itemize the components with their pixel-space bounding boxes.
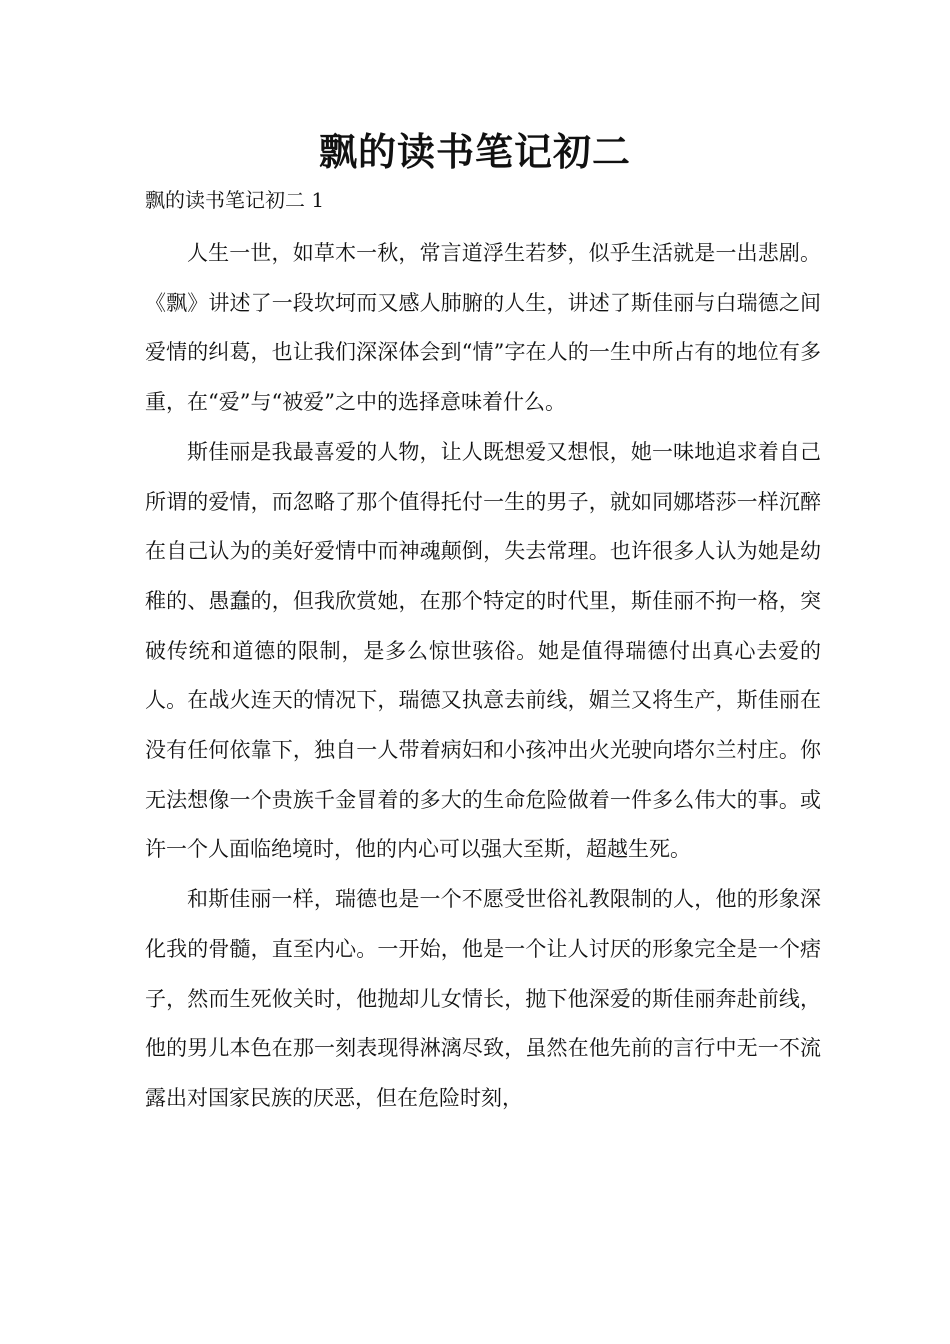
document-subtitle: 飘的读书笔记初二 1 xyxy=(145,188,325,212)
paragraph-1: 人生一世，如草木一秋，常言道浮生若梦，似乎生活就是一出悲剧。《飘》讲述了一段坎坷而又感人肺腑的人生，讲述了斯佳丽与白瑞德之间爱情的纠葛，也让我们深深体会到“情”字在人的一生中所占有的地位有多重，在“爱”与“被爱”之中的选择意味着什么。 xyxy=(145,241,821,415)
document-body xyxy=(145,229,821,1124)
document-title: 飘的读书笔记初二 xyxy=(318,130,631,174)
paragraph-2: 斯佳丽是我最喜爱的人物，让人既想爱又想恨，她一味地追求着自己所谓的爱情，而忽略了那个值得托付一生的男子，就如同娜塔莎一样沉醉在自己认为的美好爱情中而神魂颠倒，失去常理。也许很多人认为她是幼稚的、愚蠢的，但我欣赏她，在那个特定的时代里，斯佳丽不拘一格，突破传统和道德的限制，是多么惊世骇俗。她是值得瑞德付出真心去爱的人。在战火连天的情况下，瑞德又执意去前线，媚兰又将生产，斯佳丽在没有任何依靠下，独自一人带着病妇和小孩冲出火光驶向塔尔兰村庄。你无法想像一个贵族千金冒着的多大的生命危险做着一件多么伟大的事。或许一个人面临绝境时，他的内心可以强大至斯，超越生死。 xyxy=(145,439,821,862)
paragraph-3: 和斯佳丽一样，瑞德也是一个不愿受世俗礼教限制的人，他的形象深化我的骨髓，直至内心。一开始，他是一个让人讨厌的形象完全是一个痞子，然而生死攸关时，他抛却儿女情长，抛下他深爱的斯佳丽奔赴前线，他的男儿本色在那一刻表现得淋漓尽致，虽然在他先前的言行中无一不流露出对国家民族的厌恶，但在危险时刻， xyxy=(145,887,821,1110)
